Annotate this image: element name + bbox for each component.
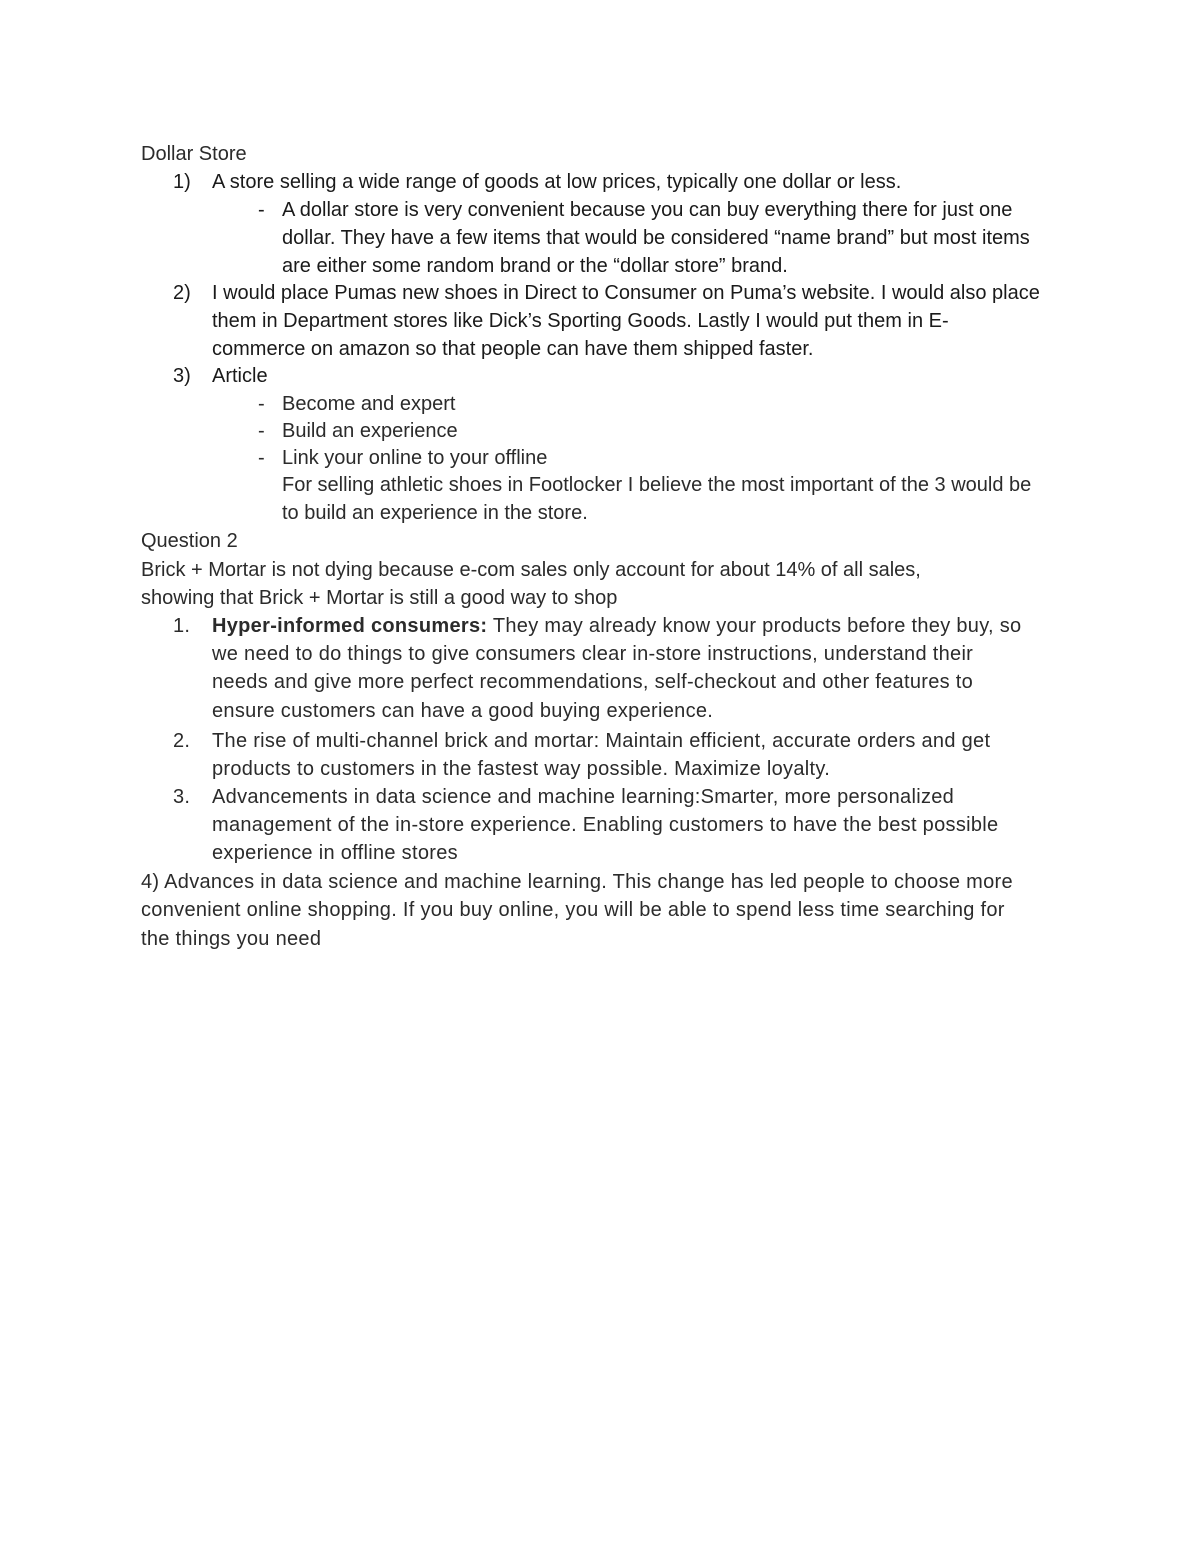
section-heading-question-2: Question 2 [141, 530, 238, 552]
intro-line: Brick + Mortar is not dying because e-com sales only account for about 14% of all sales, [141, 559, 921, 581]
list-item-first-line [212, 612, 1021, 640]
bullet-text-line: dollar. They have a few items that would be considered “name brand” but most items [282, 227, 1030, 249]
list-item-text-line: products to customers in the fastest way possible. Maximize loyalty. [212, 758, 831, 780]
list-item-text-line: commerce on amazon so that people can have them shipped faster. [212, 338, 814, 360]
bullet-text: Link your online to your offline [282, 447, 548, 469]
list-item-text-line: management of the in-store experience. Enabling customers to have the best possible [212, 814, 999, 836]
list-marker: 1) [173, 171, 191, 193]
section-heading-dollar-store: Dollar Store [141, 143, 247, 165]
bullet-text: Become and expert [282, 393, 456, 415]
bullet-text-line: are either some random brand or the “dollar store” brand. [282, 255, 788, 277]
list-marker: 3. [173, 786, 191, 808]
list-marker: 1. [173, 615, 191, 637]
closing-line: 4) Advances in data science and machine learning. This change has led people to choose more [141, 871, 1013, 893]
list-marker: 2. [173, 730, 191, 752]
list-item-text-line: needs and give more perfect recommendations, self-checkout and other features to [212, 671, 974, 693]
bullet-marker: - [258, 393, 265, 415]
bullet-marker: - [258, 199, 265, 221]
list-item-text-line: experience in offline stores [212, 842, 458, 864]
list-item-text: Article [212, 365, 268, 387]
closing-line: the things you need [141, 928, 322, 950]
list-item-text-line: them in Department stores like Dick’s Sporting Goods. Lastly I would put them in E- [212, 310, 949, 332]
list-item-text-line: ensure customers can have a good buying experience. [212, 700, 714, 722]
list-marker: 2) [173, 282, 191, 304]
paragraph-line: to build an experience in the store. [282, 502, 588, 524]
bullet-text-line: A dollar store is very convenient because you can buy everything there for just one [282, 199, 1013, 221]
list-item-text-line: I would place Pumas new shoes in Direct to Consumer on Puma’s website. I would also place [212, 282, 1040, 304]
paragraph-line: For selling athletic shoes in Footlocker I believe the most important of the 3 would be [282, 474, 1032, 496]
bullet-marker: - [258, 420, 265, 442]
list-item-text-line: The rise of multi-channel brick and mortar: Maintain efficient, accurate orders and get [212, 730, 991, 752]
closing-line: convenient online shopping. If you buy online, you will be able to spend less time searching for [141, 899, 1005, 921]
bullet-marker: - [258, 447, 265, 469]
list-item-text: A store selling a wide range of goods at low prices, typically one dollar or less. [212, 171, 902, 193]
intro-line: showing that Brick + Mortar is still a good way to shop [141, 587, 618, 609]
bullet-text: Build an experience [282, 420, 458, 442]
list-marker: 3) [173, 365, 191, 387]
list-item-text-line: we need to do things to give consumers clear in-store instructions, understand their [212, 643, 974, 665]
list-item-text: They may already know your products before they buy, so [487, 615, 1022, 637]
list-item-text-line: Advancements in data science and machine learning:Smarter, more personalized [212, 786, 955, 808]
bold-term: Hyper-informed consumers: [212, 615, 488, 637]
